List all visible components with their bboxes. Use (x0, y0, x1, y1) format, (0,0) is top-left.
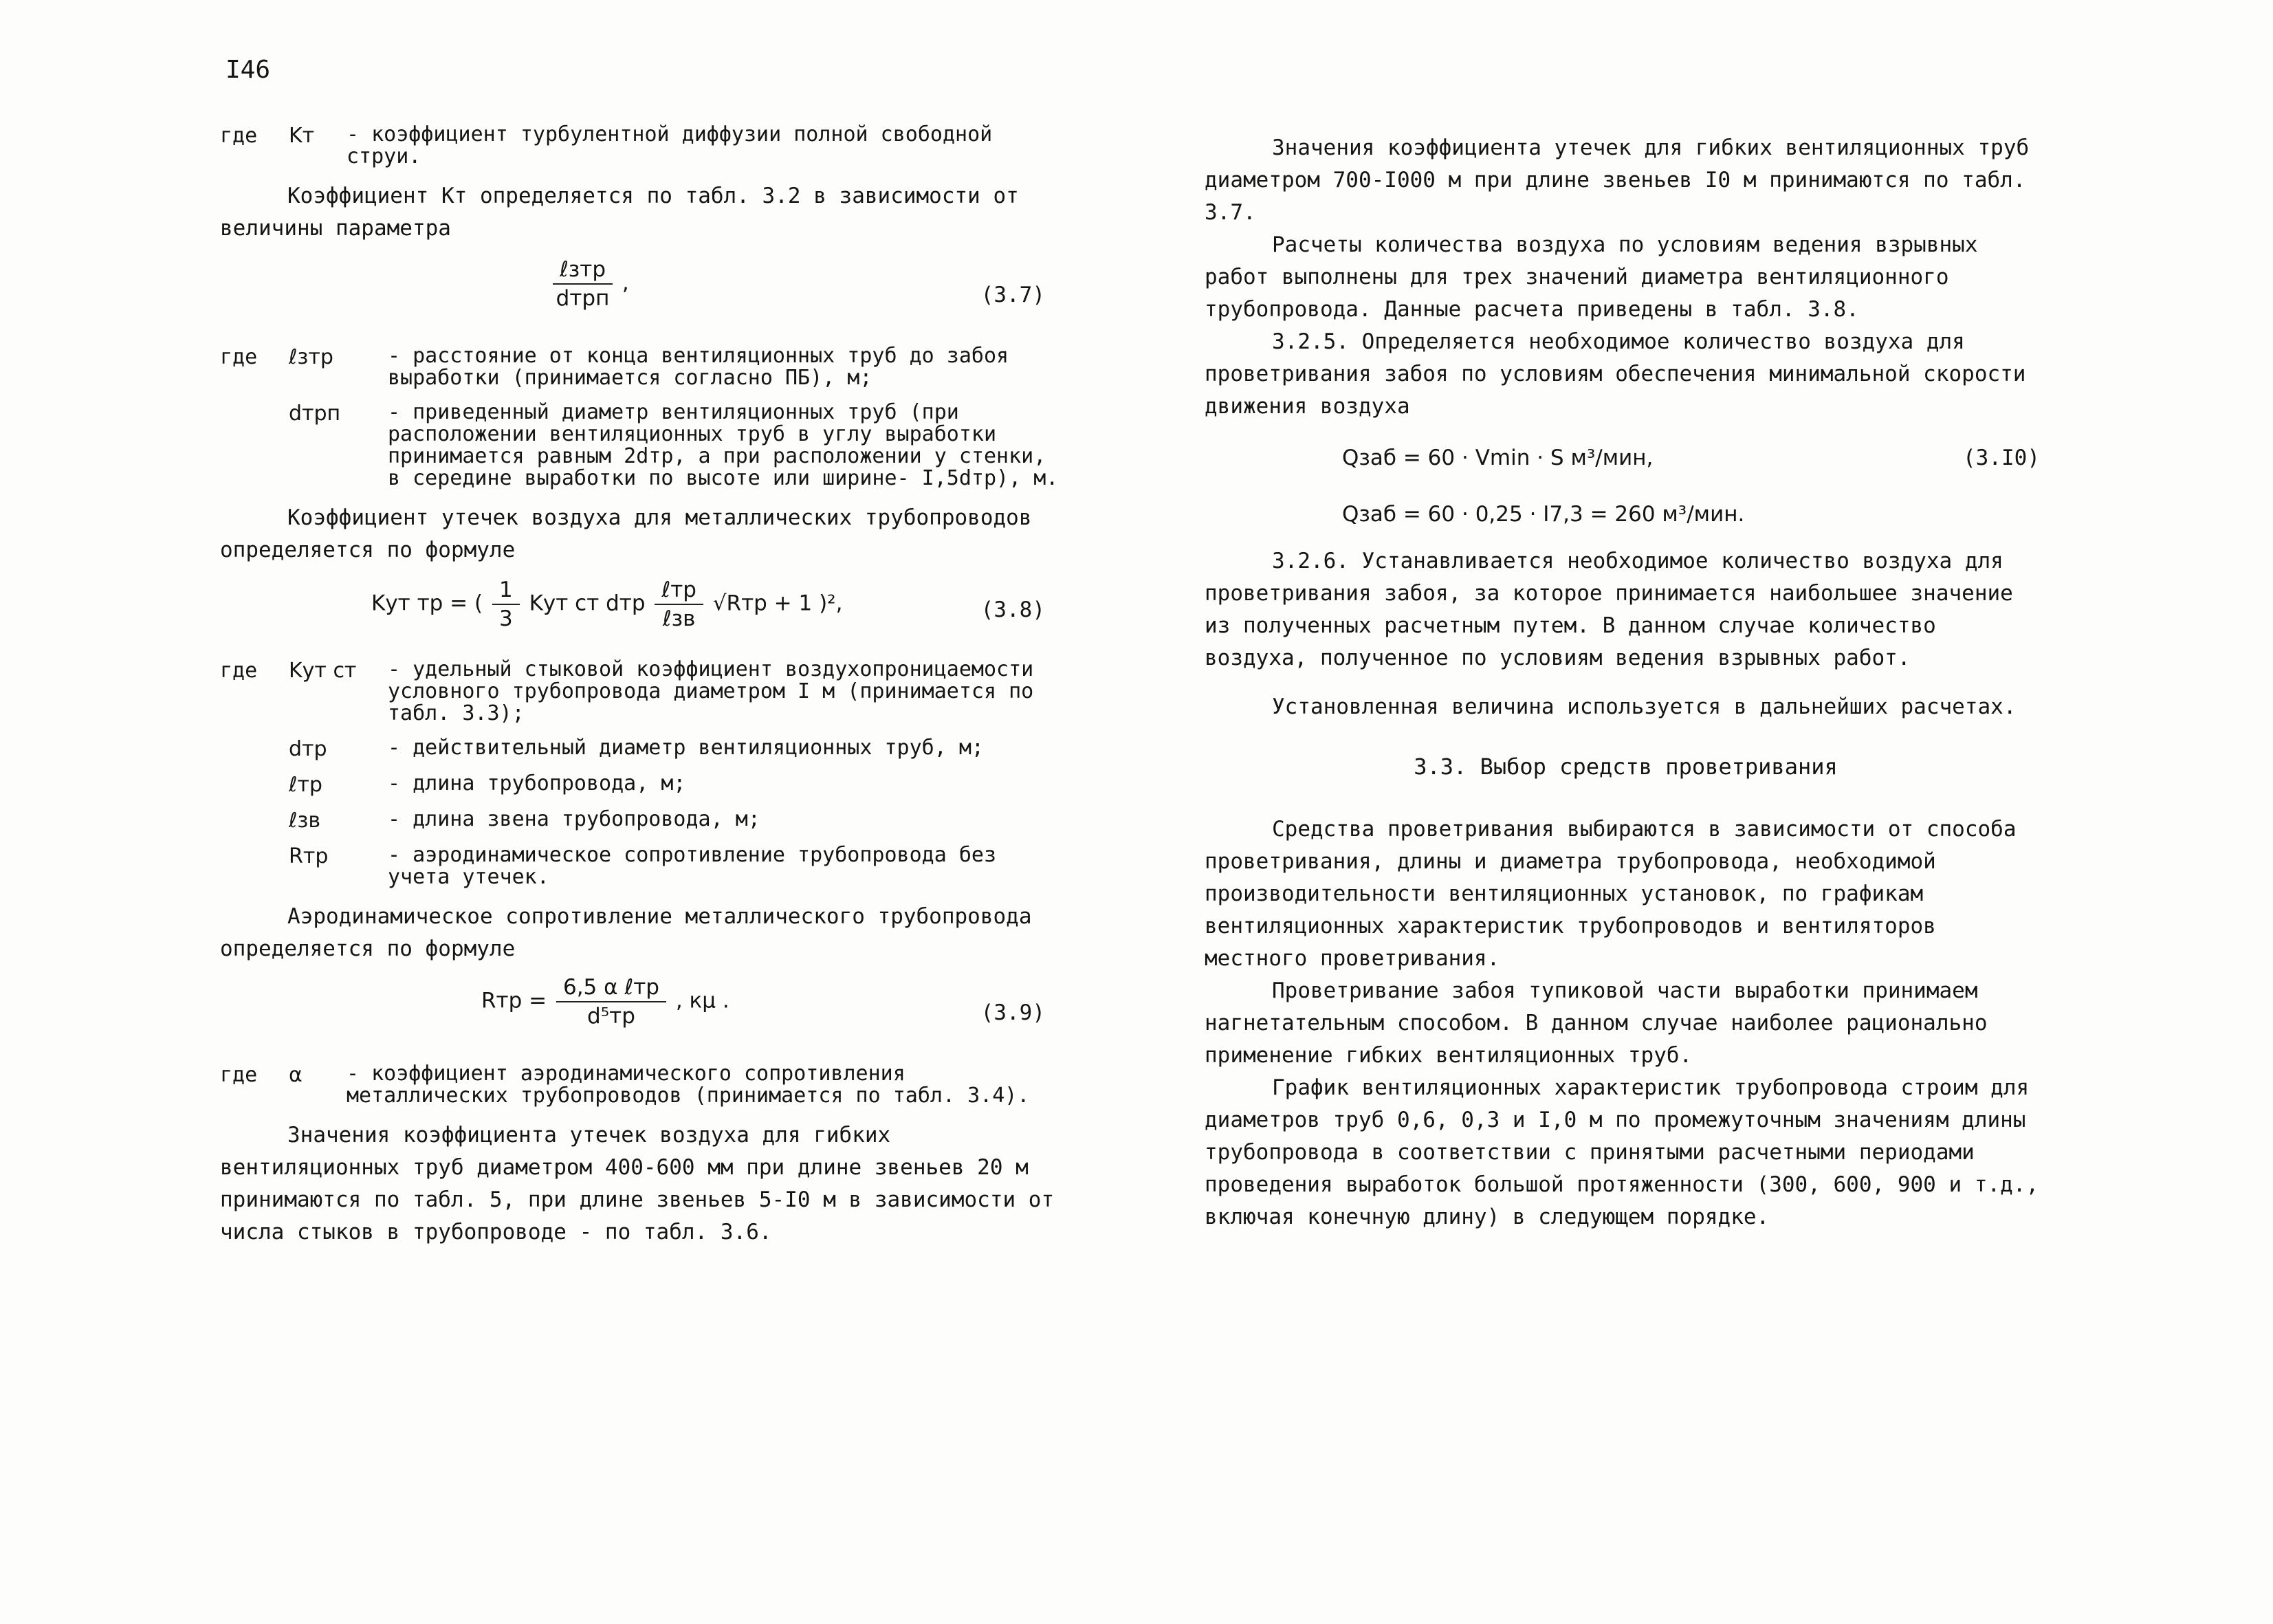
definition-text: - коэффициент аэродинамического сопротивления металлических трубопроводов (принимается по табл. 3.4). (347, 1062, 1030, 1108)
where-word: где (220, 659, 258, 683)
symbol: Rтр (289, 844, 329, 868)
paragraph: 3.2.5. Определяется необходимое количество воздуха для проветривания забоя по условиям обеспечения минимальной скорости движения воздуха (1205, 329, 2026, 419)
equation-number: (3.I0) (1963, 446, 2040, 470)
fraction (556, 974, 666, 1030)
formula-3-8 (220, 576, 1066, 652)
definition-text: - коэффициент турбулентной диффузии полной свободной струи. (347, 122, 993, 168)
definitions-3-9 (220, 1063, 1066, 1119)
symbol: Kт (289, 124, 315, 148)
symbol: Kут ст (289, 659, 357, 683)
definition-text: - удельный стыковой коэффициент воздухопроницаемости условного трубопровода диаметром I м (принимается по табл. 3.3); (388, 657, 1034, 725)
definitions-3-7 (220, 345, 1066, 502)
section-heading: 3.3. Выбор средств проветривания (1414, 754, 1838, 780)
intro-definition (220, 124, 1066, 180)
paragraph: 3.2.6. Устанавливается необходимое количество воздуха для проветривания забоя, за которое принимается наибольшее значение из полученных расчетным путем. В данном случае количество воздуха, полученное по условиям ведения взрывных работ. (1205, 549, 2013, 670)
fraction-denominator: d⁵тр (587, 1004, 635, 1029)
where-word: где (220, 345, 258, 369)
equation-number: (3.8) (980, 597, 1045, 622)
paragraph: Значения коэффициента утечек воздуха для гибких вентиляционных труб диаметром 400-600 мм при длине звеньев 20 м принимаются по табл. 5, при длине звеньев 5-I0 м в зависимости от числа стыков в трубопроводе - по табл. 3.6. (220, 1123, 1055, 1244)
where-word (220, 844, 289, 901)
fraction (492, 576, 520, 633)
paragraph: Расчеты количества воздуха по условиям ведения взрывных работ выполнены для трех значений диаметра вентиляционного трубопровода. Данные расчета приведены в табл. 3.8. (1205, 232, 1978, 322)
formula-3-9 (220, 974, 1066, 1056)
definitions-3-8 (220, 659, 1066, 901)
paragraph: Аэродинамическое сопротивление металлического трубопровода определяется по формуле (220, 904, 1032, 961)
equation-number: (3.9) (980, 1000, 1045, 1025)
formula-expression: Qзаб = 60 · Vmin · S м³/мин, (1342, 446, 1654, 470)
fraction-denominator: dтрп (556, 286, 610, 311)
right-column (1205, 132, 2047, 1233)
paragraph: Коэффициент утечек воздуха для металлических трубопроводов определяется по формуле (220, 505, 1032, 562)
where-word (220, 809, 289, 844)
paragraph: Средства проветривания выбираются в зависимости от способа проветривания, длины и диаметра трубопровода, необходимой производительности вентиляционных установок, по графикам вентиляционных характеристик трубопроводов и вентиляторов местного проветривания. (1205, 817, 2017, 971)
definition-text: - расстояние от конца вентиляционных труб до забоя выработки (принимается согласно ПБ), м; (388, 344, 1009, 390)
formula-tail: , кμ . (675, 988, 729, 1013)
formula-3-7 (220, 256, 1066, 338)
fraction (655, 576, 703, 633)
fraction-numerator: 6,5 α ℓтр (556, 974, 666, 1002)
definition-text: - приведенный диаметр вентиляционных труб (при расположении вентиляционных труб в углу выработки принимается равным 2dтр, а при расположении у стенки, в середине выработки по высоте или ширине- I,5dтр), м. (388, 400, 1059, 490)
symbol: α (289, 1063, 303, 1087)
paragraph: Значения коэффициента утечек для гибких вентиляционных труб диаметром 700-I000 м при длине звеньев I0 м принимаются по табл. 3.7. (1205, 135, 2030, 225)
paragraph: Коэффициент Kт определяется по табл. 3.2 в зависимости от величины параметра (220, 184, 1019, 241)
definition-text: - действительный диаметр вентиляционных труб, м; (388, 736, 984, 760)
where-word: где (220, 124, 258, 148)
symbol: ℓзтр (289, 345, 333, 369)
page-number: I46 (226, 56, 271, 84)
fraction-numerator: ℓтр (655, 576, 703, 605)
definition-text: - длина звена трубопровода, м; (388, 807, 760, 831)
symbol: dтрп (289, 402, 341, 426)
formula-middle: Kут ст dтр (529, 591, 646, 616)
formula-tail: √Rтр + 1 )², (712, 591, 843, 616)
formula-expression: Qзаб = 60 · 0,25 · I7,3 = 260 м³/мин. (1342, 502, 1745, 527)
where-word (220, 737, 289, 773)
formula-lhs: Rтр = (481, 988, 547, 1013)
equation-number: (3.7) (980, 283, 1045, 307)
fraction-denominator: ℓзв (662, 606, 696, 631)
formula-3-10-calculation (1205, 490, 2047, 545)
fraction-numerator: ℓзтр (553, 256, 613, 285)
definition-text: - длина трубопровода, м; (388, 771, 686, 795)
formula-tail: , (622, 270, 629, 296)
paragraph: Проветривание забоя тупиковой части выработки принимаем нагнетательным способом. В данном случае наиболее рационально применение гибких вентиляционных труб. (1205, 978, 1988, 1068)
symbol: ℓтр (289, 773, 322, 797)
fraction (553, 256, 613, 312)
paragraph: График вентиляционных характеристик трубопровода строим для диаметров труб 0,6, 0,3 и I,0 м по промежуточным значениям длины трубопровода в соответствии с принятыми расчетными периодами проведения выработок большой протяженности (300, 600, 900 и т.д., включая конечную длину) в следующем порядке. (1205, 1075, 2039, 1229)
where-word (220, 773, 289, 809)
where-word (220, 402, 289, 502)
symbol: ℓзв (289, 809, 321, 833)
fraction-denominator: 3 (498, 606, 513, 631)
definition-text: - аэродинамическое сопротивление трубопровода без учета утечек. (388, 843, 997, 889)
fraction-numerator: 1 (492, 576, 520, 605)
formula-lhs: Kут тр = ( (371, 591, 483, 616)
formula-3-10 (1205, 435, 2047, 490)
symbol: dтр (289, 737, 327, 761)
paragraph: Установленная величина используется в дальнейших расчетах. (1272, 694, 2017, 719)
where-word: где (220, 1063, 258, 1087)
left-column (220, 124, 1066, 1249)
